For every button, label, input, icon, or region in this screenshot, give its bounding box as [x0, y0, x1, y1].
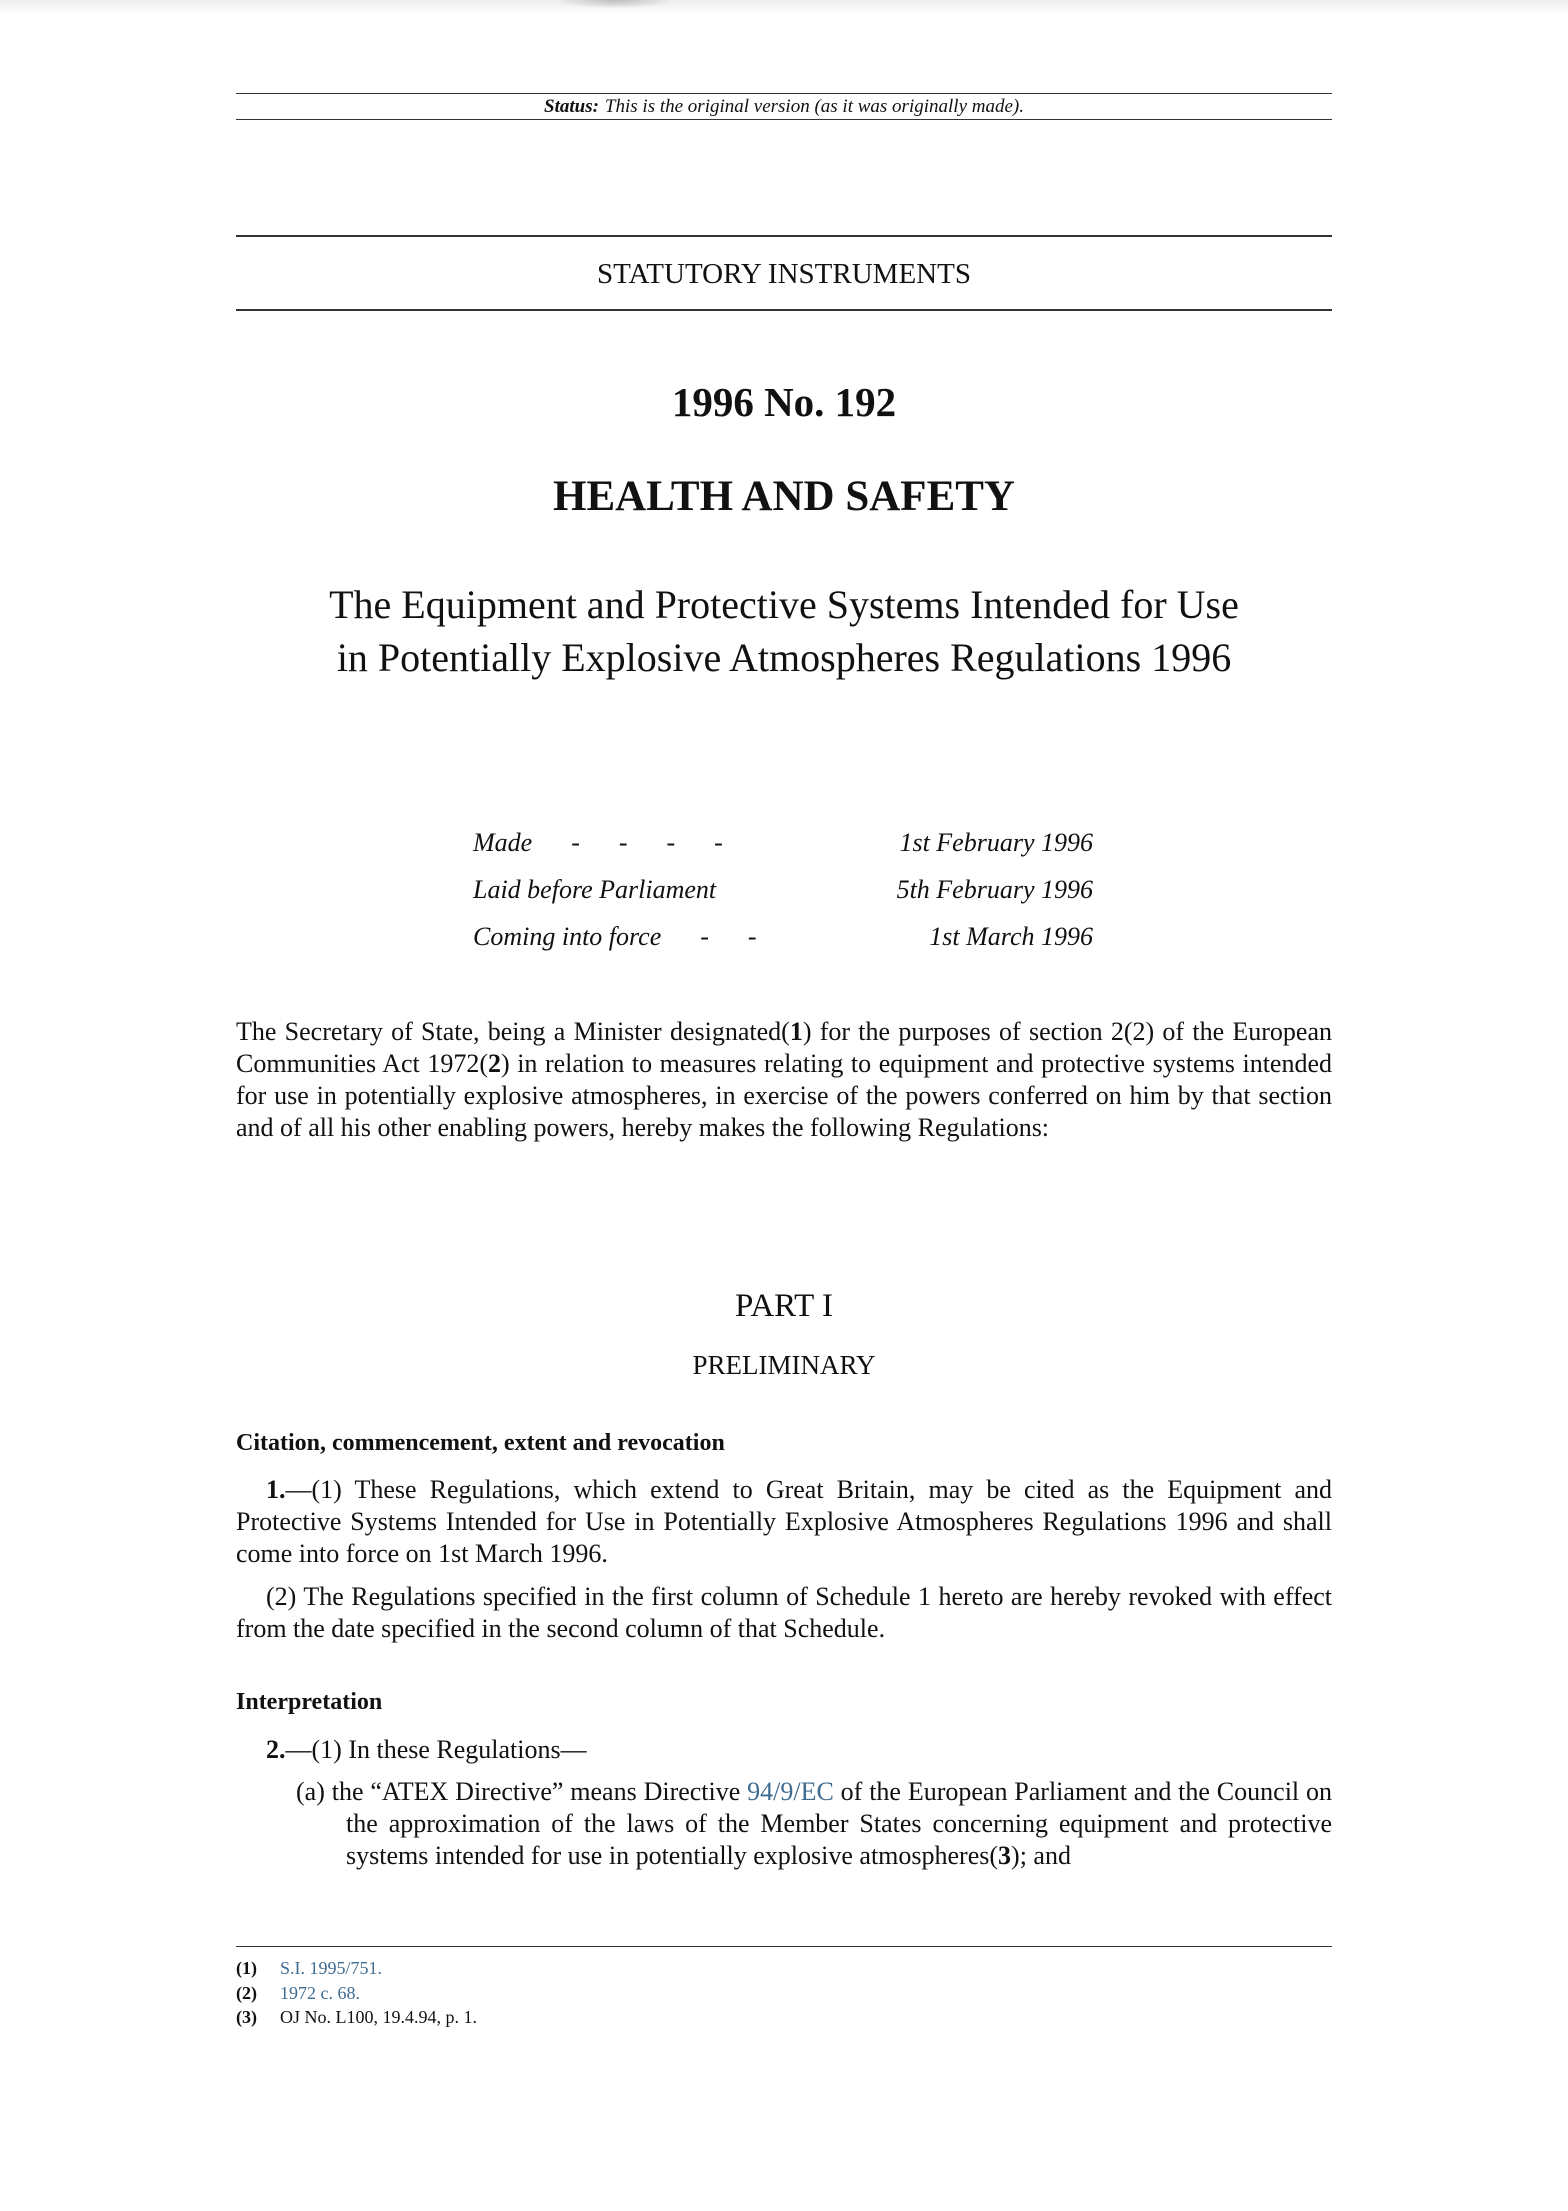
- paragraph-text: —(1) These Regulations, which extend to Great Britain, may be cited as the Equipment and Protective Systems Intended for Use in Potentially Explosive Atmospheres Regulations 1996 and shall come into force on 1st March 1996.: [236, 1475, 1332, 1568]
- footnote-1: [236, 1956, 936, 1981]
- section-heading-citation: Citation, commencement, extent and revocation: [236, 1430, 725, 1456]
- footnote-link[interactable]: 1972 c. 68.: [280, 1982, 360, 2003]
- part-subtitle: PRELIMINARY: [692, 1350, 876, 1380]
- footnote-link[interactable]: S.I. 1995/751.: [280, 1958, 383, 1978]
- subject-heading: HEALTH AND SAFETY: [553, 473, 1015, 520]
- regulation-1-paragraph-2: [236, 1581, 1332, 1645]
- section-heading-interpretation: Interpretation: [236, 1689, 383, 1715]
- regulation-number: 1.: [266, 1475, 286, 1504]
- footnote-text: OJ No. L100, 19.4.94, p. 1.: [280, 2007, 477, 2027]
- status-bottom-rule: [236, 119, 1332, 120]
- item-text: of the European Parliament and the Council on the approximation of the laws of the Member States concerning equipment and protective systems intended for use in potentially explosive atmospheres(: [346, 1777, 1332, 1870]
- status-label: Status:: [544, 96, 599, 117]
- footnote-rule: [236, 1946, 1332, 1947]
- date-label: Coming into force - -: [473, 922, 757, 951]
- footnote-number: (1): [236, 1958, 257, 1978]
- instrument-number: 1996 No. 192: [671, 379, 897, 425]
- preamble-text: The Secretary of State, being a Minister designated(: [236, 1017, 790, 1046]
- date-row-coming-into-force: [473, 918, 1093, 965]
- directive-link[interactable]: 94/9/EC: [747, 1777, 834, 1806]
- date-value: 1st February 1996: [899, 828, 1093, 857]
- footnote-ref-3[interactable]: 3: [998, 1841, 1012, 1870]
- regulation-2-item-a: [296, 1776, 1332, 1872]
- status-text: This is the original version (as it was originally made).: [604, 96, 1024, 117]
- regulation-1-paragraph-1: [236, 1474, 1332, 1570]
- series-top-rule: [236, 235, 1332, 237]
- date-value: 1st March 1996: [929, 922, 1093, 951]
- regulation-number: 2.: [266, 1735, 286, 1764]
- paragraph-text: —(1) In these Regulations—: [285, 1735, 587, 1764]
- regulation-title: [236, 578, 1332, 684]
- item-text: ); and: [1011, 1841, 1071, 1870]
- series-title: STATUTORY INSTRUMENTS: [597, 258, 971, 290]
- item-text: the “ATEX Directive” means Directive: [324, 1777, 748, 1806]
- page-top-shadow: [0, 0, 1568, 14]
- status-bar: [236, 94, 1332, 119]
- date-row-laid: [473, 871, 1093, 918]
- series-bottom-rule: [236, 309, 1332, 311]
- item-marker: (a): [296, 1777, 325, 1806]
- paragraph-text: (2) The Regulations specified in the first column of Schedule 1 hereto are hereby revoked with effect from the date specified in the second column of that Schedule.: [236, 1582, 1332, 1643]
- part-title: PART I: [735, 1288, 833, 1324]
- footnote-3: [236, 2005, 936, 2030]
- preamble-paragraph: [236, 1016, 1332, 1144]
- footnote-number: (3): [236, 2007, 257, 2027]
- preamble-text: ) for the purposes of section 2(2) of the European Communities Act 1972(: [236, 1017, 1332, 1078]
- date-label: Made - - - -: [473, 828, 723, 857]
- dates-table: [473, 824, 1093, 965]
- title-line-1: The Equipment and Protective Systems Intended for Use: [329, 582, 1239, 627]
- footnote-ref-1[interactable]: 1: [789, 1017, 803, 1046]
- preamble-text: ) in relation to measures relating to equipment and protective systems intended for use in potentially explosive atmospheres, in exercise of the powers conferred on him by that section and of all his other enabling powers, hereby makes the following Regulations:: [236, 1049, 1332, 1142]
- regulation-2-paragraph-1: [236, 1734, 1332, 1766]
- footnote-ref-2[interactable]: 2: [487, 1049, 501, 1078]
- title-line-2: in Potentially Explosive Atmospheres Regulations 1996: [336, 635, 1232, 680]
- date-value: 5th February 1996: [896, 875, 1093, 904]
- footnote-number: (2): [236, 1982, 257, 2003]
- footnotes: [236, 1956, 936, 2030]
- footnote-2: [236, 1981, 936, 2006]
- date-label: Laid before Parliament: [473, 875, 717, 904]
- date-row-made: [473, 824, 1093, 871]
